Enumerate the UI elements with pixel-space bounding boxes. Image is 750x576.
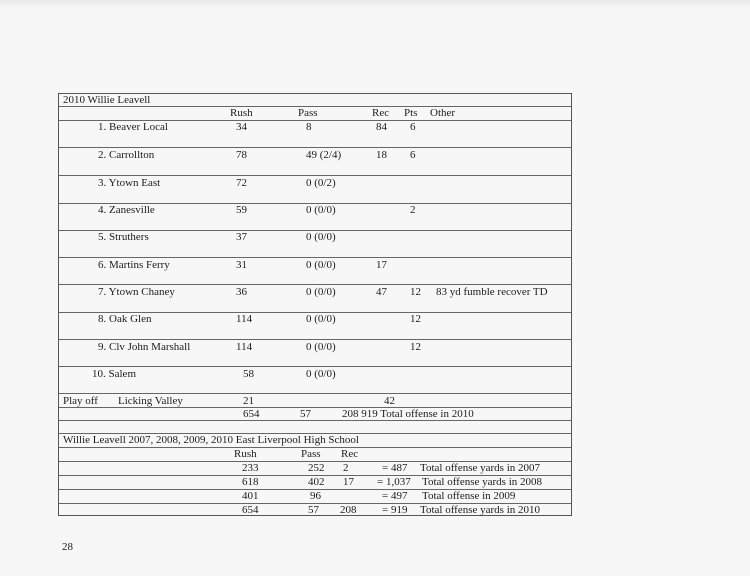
game-pts: 12 [410, 341, 421, 353]
game-rush: 31 [236, 259, 247, 271]
row-divider [59, 407, 571, 408]
game-label: 9. Clv John Marshall [98, 341, 191, 353]
game-rec: 17 [376, 259, 387, 271]
table-title: 2010 Willie Leavell [63, 94, 151, 106]
game-other: 83 yd fumble recover TD [436, 286, 548, 298]
career-header-pass: Pass [301, 448, 321, 460]
game-pass: 0 (0/0) [306, 341, 336, 353]
game-label: 3. Ytown East [98, 177, 161, 189]
career-header-rec: Rec [341, 448, 359, 460]
game-rush: 37 [236, 231, 247, 243]
game-pass: 8 [306, 121, 312, 133]
game-rush: 114 [236, 313, 253, 325]
totals-rush: 654 [243, 408, 260, 420]
game-rush: 36 [236, 286, 247, 298]
game-pass: 0 (0/0) [306, 259, 336, 271]
game-pts: 12 [410, 313, 421, 325]
game-rush: 114 [236, 341, 253, 353]
career-rec: 17 [343, 476, 354, 488]
career-title: Willie Leavell 2007, 2008, 2009, 2010 East Liverpool High School [63, 434, 359, 446]
row-divider [59, 339, 571, 340]
row-divider [59, 147, 571, 148]
career-total: = 919 [382, 504, 408, 516]
game-label: 10. Salem [92, 368, 136, 380]
game-pass: 49 (2/4) [306, 149, 342, 161]
game-pass: 0 (0/0) [306, 286, 336, 298]
playoff-rec: 42 [384, 395, 395, 407]
playoff-opponent: Licking Valley [118, 395, 183, 407]
career-desc: Total offense in 2009 [422, 490, 516, 502]
game-pts: 6 [410, 149, 416, 161]
game-rec: 18 [376, 149, 387, 161]
career-pass: 402 [308, 476, 325, 488]
game-pass: 0 (0/2) [306, 177, 336, 189]
career-total: = 1,037 [377, 476, 411, 488]
row-divider [59, 257, 571, 258]
career-pass: 57 [308, 504, 319, 516]
game-rec: 84 [376, 121, 387, 133]
game-pass: 0 (0/0) [306, 231, 336, 243]
game-pts: 2 [410, 204, 416, 216]
career-rush: 401 [242, 490, 259, 502]
header-pts: Pts [404, 107, 418, 119]
career-pass: 252 [308, 462, 325, 474]
row-divider [59, 420, 571, 421]
row-divider [59, 175, 571, 176]
career-desc: Total offense yards in 2007 [420, 462, 541, 474]
game-pass: 0 (0/0) [306, 368, 336, 380]
game-pts: 6 [410, 121, 416, 133]
totals-pass: 57 [300, 408, 311, 420]
page-number: 28 [62, 541, 73, 553]
game-rush: 34 [236, 121, 247, 133]
row-divider [59, 284, 571, 285]
career-total: = 487 [382, 462, 408, 474]
game-label: 8. Oak Glen [98, 313, 152, 325]
game-pts: 12 [410, 286, 421, 298]
career-desc: Total offense yards in 2008 [422, 476, 543, 488]
header-pass: Pass [298, 107, 318, 119]
header-rush: Rush [230, 107, 253, 119]
game-pass: 0 (0/0) [306, 204, 336, 216]
game-label: 5. Struthers [98, 231, 149, 243]
career-header-rush: Rush [234, 448, 257, 460]
game-rush: 59 [236, 204, 247, 216]
career-desc: Total offense yards in 2010 [420, 504, 541, 516]
totals-summary: 208 919 Total offense in 2010 [342, 408, 474, 420]
career-total: = 497 [382, 490, 408, 502]
career-rush: 233 [242, 462, 259, 474]
game-rec: 47 [376, 286, 387, 298]
scan-edge-shadow [0, 0, 750, 8]
career-rec: 208 [340, 504, 357, 516]
game-label: 4. Zanesville [98, 204, 155, 216]
career-rush: 654 [242, 504, 259, 516]
playoff-rush: 21 [243, 395, 254, 407]
game-label: 6. Martins Ferry [98, 259, 170, 271]
game-label: 2. Carrollton [98, 149, 155, 161]
game-label: 7. Ytown Chaney [98, 286, 175, 298]
game-rush: 72 [236, 177, 247, 189]
header-other: Other [430, 107, 456, 119]
game-pass: 0 (0/0) [306, 313, 336, 325]
game-rush: 58 [243, 368, 254, 380]
row-divider [59, 366, 571, 367]
row-divider [59, 393, 571, 394]
header-rec: Rec [372, 107, 390, 119]
career-rush: 618 [242, 476, 259, 488]
game-label: 1. Beaver Local [98, 121, 168, 133]
playoff-label: Play off [63, 395, 98, 407]
career-pass: 96 [310, 490, 321, 502]
game-rush: 78 [236, 149, 247, 161]
career-rec: 2 [343, 462, 349, 474]
